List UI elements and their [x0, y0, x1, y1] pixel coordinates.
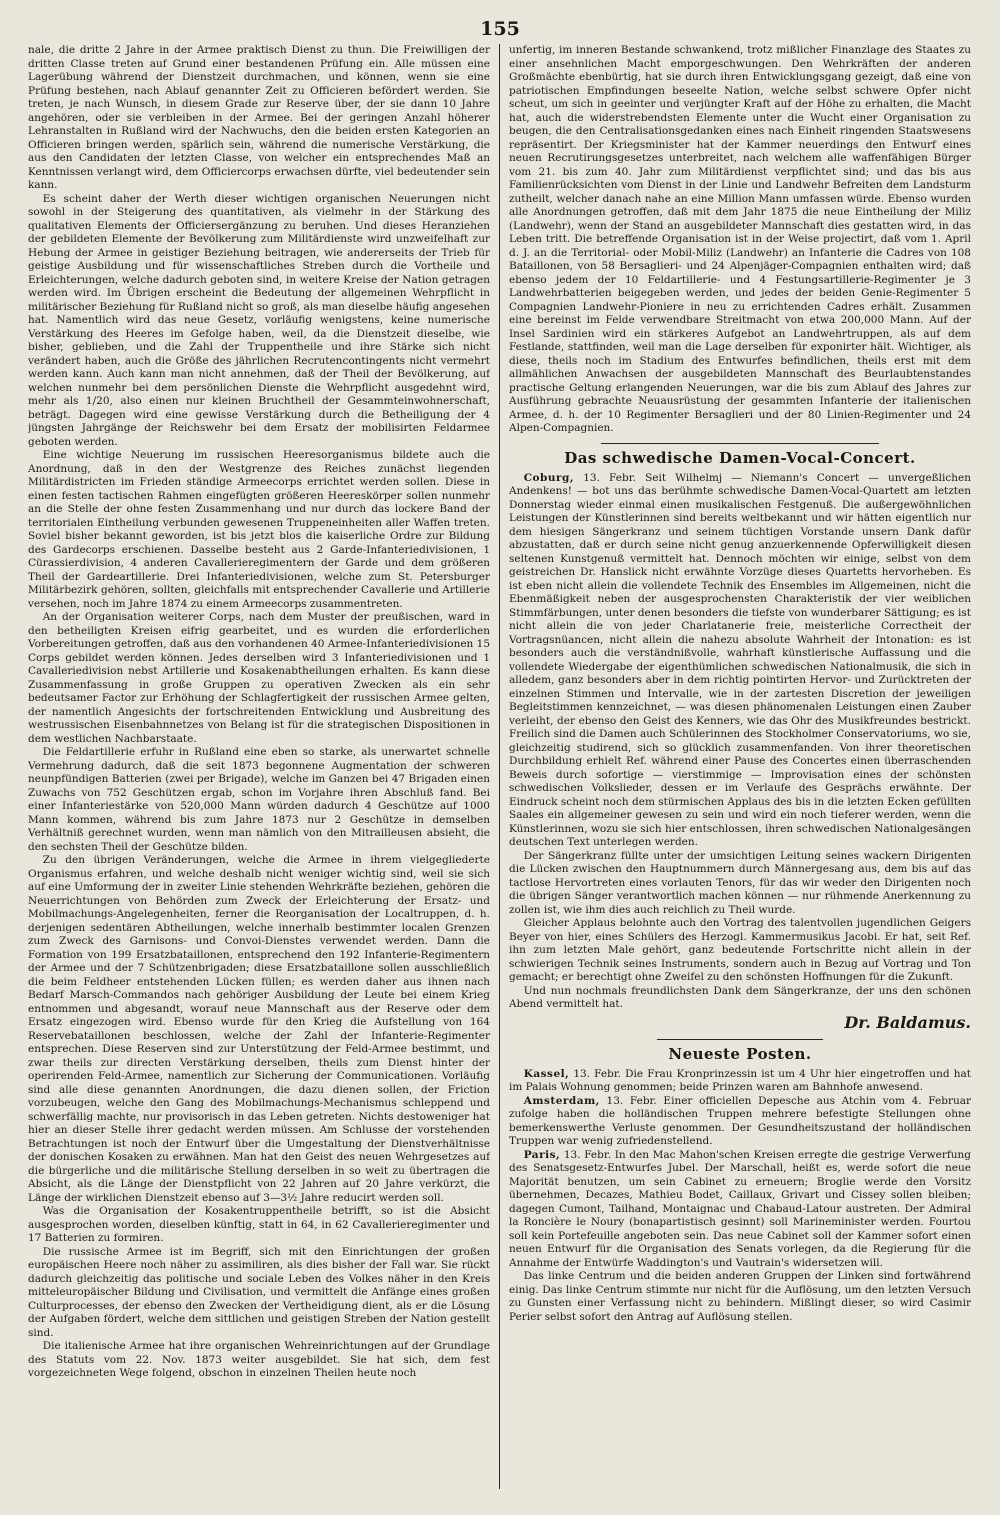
military-article-paragraph: Zu den übrigen Veränderungen, welche die Armee in ihrem vielgegliederte Organismus erfahren, und welche deshalb nicht weniger wichtig sind, weil sie sich auf eine Umformung der in zweiter Linie stehenden Wehrkräfte beziehen, gehören die Neuerrichtungen von Behörden zum Zweck der Erleichterung der Ersatz- und Mobilmachungs-Angelegenheiten, ferner die Reorganisation der Localtruppen, d. h. derjenigen sedentären Abtheilungen, welche innerhalb bestimmter localen Grenzen zum Zweck des Garnisons- und Convoi-Dienstes verwendet werden. Dann die Formation von 199 Ersatzbataillonen, entsprechend den 192 Infanterie-Regimentern der Armee und der 7 Schützenbrigaden; diese Ersatzbataillone sollen ausschließlich die beim Feldheer entstehenden Lücken füllen; es werden daher aus ihnen nach Bedarf Marsch-Commandos nach gehöriger Ausbildung der Leute bei einem Krieg entnommen und abgesandt, worauf neue Mannschaft aus der Reserve oder dem Ersatz eingezogen wird. Ebenso wurde für den Krieg die Aufstellung von 164 Reservebataillonen beschlossen, welche der Zahl der Infanterie-Regimenter entsprechen. Diese Reserven sind zur Unterstützung der Feld-Armee bestimmt, und zwar theils zur directen Verstärkung derselben, theils zum Dienst hinter der operirenden Feld-Armee, namentlich zur Sicherung der Communicationen. Vorläufig sind alle diese genannten Anordnungen, die dazu dienen sollen, der Friction vorzubeugen, welche den Gang des Mobilmachungs-Mechanismus schleppend und schwerfällig machte, nur provisorisch in das Leben getreten. Nichts destoweniger hat hier an dieser Stelle ihrer gedacht werden müssen. Am Schlusse der vorstehenden Betrachtungen ist noch der Entwurf über die Umgestaltung der Dienstverhältnisse der donischen Kosaken zu erwähnen. Man hat den Geist des neuen Wehrgesetzes auf die bürgerliche und die militärische Stellung derselben in so weit zu übertragen die Absicht, als die Länge der Dienstpflicht von 22 Jahren auf 20 Jahre verkürzt, die Länge der wirklichen Dienstzeit ebenso auf 3—3½ Jahre reducirt werden soll. — [28, 854, 490, 1204]
news-text: 13. Febr. Die Frau Kronprinzessin ist um 4 Uhr hier eingetroffen und hat im Palais Wohnung genommen; beide Prinzen waren am Bahnhofe anwesend. — [509, 1067, 971, 1093]
news-place: Amsterdam, — [523, 1094, 600, 1107]
concert-heading: Das schwedische Damen-Vocal-Concert. — [564, 448, 916, 467]
page-number: 155 — [480, 18, 520, 40]
news-text: 13. Febr. In den Mac Mahon'schen Kreisen erregte die gestrige Verwerfung des Senatsgesetz-Entwurfes Jubel. Der Marschall, heißt es, werde sofort die neue Majorität benutzen, um sein Cabinet zu erneuern; Broglie werde den Vorsitz übernehmen, Decazes, Mathieu Bodet, Caillaux, Grivart und Cissey sollen bleiben; dagegen Cumont, Tailhand, Montaignac und Chabaud-Latour austreten. Der Admiral la Roncière le Noury (bonapartistisch gesinnt) soll Marineminister werden. Fourtou soll kein Portefeuille angeboten sein. Das neue Cabinet soll der Kammer sofort einen neuen Entwurf für die Organisation des Senats vorlegen, da die Regierung für die Annahme der Entwürfe Waddington's und Vautrain's widersetzen will. — [509, 1148, 971, 1269]
section-divider — [657, 1039, 823, 1040]
column-divider — [499, 44, 500, 1489]
concert-signature: Dr. Baldamus. — [844, 1012, 971, 1032]
news-place: Paris, — [523, 1148, 561, 1161]
concert-text: Seit Wilhelmj — Niemann's Concert — unvergeßlichen Andenkens! — bot uns das berühmte schwedische Damen-Vocal-Quartett am letzten Donnerstag wieder einmal einen musikalischen Festgenuß. Die außergewöhnlichen Leistungen der Künstlerinnen sind bereits weltbekannt und wir hätten eigentlich nur dem hiesigen Sängerkranz und seinem tüchtigen Vorstande unsern Dank dafür abzustatten, daß er durch seine nicht genug anzuerkennende Opferwilligkeit diesen seltenen Kunstgenuß vermittelt hat. Dennoch möchten wir einige, selbst von dem geistreichen Dr. Hanslick nicht erwähnte Vorzüge dieses Quartetts hervorheben. Es ist eben nicht allein die vollendete Technik des Ensembles im Allgemeinen, nicht die Ebenmäßigkeit neben der ausgesprochensten Charakteristik der vier weiblichen Stimmfärbungen, unter denen besonders die tiefste von wunderbarer Sättigung; es ist nicht allein die von jeder Charlatanerie freie, meisterliche Correctheit der Vortragsnüancen, nicht allein die nahezu absolute Wahrheit der Intonation: es ist besonders auch die verständnißvolle, wahrhaft künstlerische Auffassung und die vollendete Wiedergabe der eigenthümlichen schwedischen Nationalmusik, die sich in alledem, ganz besonders aber in dem richtig pointirten Hervor- und Zurücktreten der einzelnen Stimmen und Intervalle, wie in der zartesten Discretion der jeweiligen Begleitstimmen kennzeichnet, — was diesen phänomenalen Leistungen einen Zauber verleiht, der ebenso den Geist des Kenners, wie das Ohr des Musikfreundes bestrickt. Freilich sind die Damen auch Schülerinnen des Stockholmer Conservatoriums, wo sie, gleichzeitig studirend, sich so glücklich zusammenfanden. Von ihrer theoretischen Durchbildung erhielt Ref. während einer Pause des Concertes einen überraschenden Beweis durch sofortige — vierstimmige — Improvisation eines der schönsten schwedischen Volkslieder, dessen er im Verlaufe des Gesprächs erwähnte. Der Eindruck scheint noch dem stürmischen Applaus des bis in die letzten Ecken gefüllten Saales ein allgemeiner gewesen zu sein und wird ein noch tieferer werden, wenn die Künstlerinnen, wozu sie sich hier entschlossen, ihren schwedischen Nationalgesängen deutschen Text unterlegen werden. — [509, 471, 971, 848]
news-item-amsterdam — [509, 1095, 971, 1149]
military-article-paragraph: Die Feldartillerie erfuhr in Rußland eine eben so starke, als unerwartet schnelle Vermehrung dadurch, daß die seit 1873 begonnene Augmentation der schweren neunpfündigen Batterien (zwei per Brigade), welche im Ganzen bei 47 Brigaden einen Zuwachs von 752 Geschützen ergab, schon im Vorjahre ihren Abschluß fand. Bei einer Infanteriestärke von 520,000 Mann würden dadurch 4 Geschütze auf 1000 Mann kommen, während bis zum Jahre 1873 nur 2 Geschütze in demselben Verhältniß gerechnet wurden, wenn man nämlich von den Mitrailleusen absieht, die den sechsten Theil der Geschütze bilden. — [28, 746, 490, 853]
concert-dateline: Coburg, — [523, 471, 575, 484]
military-article-paragraph: nale, die dritte 2 Jahre in der Armee praktisch Dienst zu thun. Die Freiwilligen der dritten Classe treten auf Grund einer bestandenen Prüfung ein. Alle müssen eine Lagerübung während der Dienstzeit durchmachen, und können, wenn sie eine Prüfung bestehen, nach Ablauf genannter Zeit zu Officieren befördert werden. Sie treten, je nach Wunsch, in diesem Grade zur Reserve über, der sie dann 10 Jahre angehören, oder sie verbleiben in der Armee. Bei der geringen Anzahl höherer Lehranstalten in Rußland wird der Nachwuchs, den die beiden ersten Kategorien an Officieren bringen werden, spärlich sein, während die numerische Verstärkung, die aus den Candidaten der letzten Classe, von welcher ein entsprechendes Maß an Kenntnissen verlangt wird, dem Officiercorps erwachsen dürfte, viel bedeutender sein kann. — [28, 44, 490, 191]
news-text: 13. Febr. Einer officiellen Depesche aus Atchin vom 4. Februar zufolge haben die holländischen Truppen mehrere befestigte Stellungen ohne bemerkenswerthe Verluste genommen. Der Gesundheitszustand der holländischen Truppen war wenig zufriedenstellend. — [509, 1094, 971, 1147]
section-divider — [601, 443, 878, 444]
military-article-paragraph: Eine wichtige Neuerung im russischen Heeresorganismus bildete auch die Anordnung, daß in den der Westgrenze des Reiches zunächst liegenden Militärdistricten im Frieden ständige Armeecorps errichtet werden sollen. Diese in einen festen tactischen Rahmen eingefügten größeren Heereskörper sollen nunmehr an die Stelle der ohne festen Zusammenhang und nur durch das lockere Band der territorialen Eintheilung verbunden gewesenen Truppeneinheiten aller Waffen treten. Soviel bisher bekannt geworden, ist bis jetzt blos die kaiserliche Ordre zur Bildung des Gardecorps erschienen. Dasselbe besteht aus 2 Garde-Infanteriedivisionen, 1 Cürassierdivision, 4 anderen Cavallerieregimentern der Garde und dem größeren Theil der Gardeartillerie. Drei Infanteriedivisionen, welche zum St. Petersburger Militärbezirk gehören, sollten, gleichfalls mit entsprechender Cavallerie und Artillerie versehen, noch im Jahre 1874 zu einem Armeecorps zusammentreten. — [28, 449, 490, 610]
right-column — [509, 44, 971, 1489]
concert-paragraph: Der Sängerkranz füllte unter der umsichtigen Leitung seines wackern Dirigenten die Lücken zwischen den Hauptnummern durch Männergesang aus, dem bis auf das tactlose Hervortreten eines vorlauten Tenors, für das wir weder den Dirigenten noch die übrigen Sänger verantwortlich machen können — nur rühmende Anerkennung zu zollen ist, wie ihm dies auch reichlich zu Theil wurde. — [509, 849, 971, 916]
military-article-paragraph: An der Organisation weiterer Corps, nach dem Muster der preußischen, ward in den betheiligten Kreisen eifrig gearbeitet, und es wurden die erforderlichen Vorbereitungen getroffen, daß aus den vorhandenen 40 Armee-Infanteriedivisionen 15 Corps gebildet werden können. Jedes derselben wird 3 Infanteriedivisionen und 1 Cavalleriedivision nebst Artillerie und Kosakenabtheilungen erhalten. Es kann diese Zusammenfassung in große Gruppen zu operativen Zwecken als ein sehr bedeutsamer Factor zur Erhöhung der Schlagfertigkeit der russischen Armee gelten, der namentlich Angesichts der fortschreitenden Entwicklung und Ausbreitung des westrussischen Eisenbahnnetzes von Belang ist für die strategischen Dispositionen in dem westlichen Nachbarstaate. — [28, 611, 490, 745]
military-article-paragraph: unfertig, im inneren Bestande schwankend, trotz mißlicher Finanzlage des Staates zu einer ansehnlichen Macht emporgeschwungen. Den Wehrkräften der anderen Großmächte ebenbürtig, hat sie durch ihren Entwicklungsgang gezeigt, daß eine von patriotischen Empfindungen beseelte Nation, welche selbst schwere Opfer nicht scheut, um sich in geeinter und verjüngter Kraft auf der Höhe zu erhalten, die Macht hat, auch die widerstrebendsten Elemente unter die Wucht einer Organisation zu beugen, die den Centralisationsgedanken eines nach Einheit ringenden Staatswesens repräsentirt. Der Kriegsminister hat der Kammer neuerdings den Entwurf eines neuen Recrutirungsgesetzes unterbreitet, nach welchem alle waffenfähigen Bürger vom 21. bis zum 40. Jahr zum Militärdienst verpflichtet sind; und das bis aus Familienrücksichten vom Dienst in der Linie und Landwehr Befreiten dem Landsturm zutheilt, welcher danach nahe an eine Million Mann umfassen würde. Ebenso wurden alle Anordnungen getroffen, daß mit dem Jahr 1875 die neue Eintheilung der Miliz (Landwehr), wenn der Stand an ausgebildeter Mannschaft dies gestatten wird, in das Leben tritt. Die betreffende Organisation ist in der Weise projectirt, daß vom 1. April d. J. an die Territorial- oder Mobil-Miliz (Landwehr) an Infanterie die Cadres von 108 Bataillonen, von 58 Bersaglieri- und 24 Alpenjäger-Compagnien enthalten wird; daß ebenso jedem der 10 Feldartillerie- und 4 Festungsartillerie-Regimenter je 3 Landwehrbatterien beigegeben werden, und jedes der beiden Genie-Regimenter 5 Compagnien Landwehr-Pioniere in neu zu errichtenden Cadres erhält. Zusammen eine bereinst im Felde verwendbare Streitmacht von etwa 200,000 Mann. Auf der Insel Sardinien wird ein stärkeres Aufgebot an Landwehrtruppen, als auf dem Festlande, stattfinden, weil man die Lage derselben für exponirter hält. Wichtiger, als diese, theils noch im Stadium des Entwurfes befindlichen, theils erst mit dem allmählichen Anwachsen der ausgebildeten Mannschaft des Beurlaubtenstandes practische Geltung erlangenden Neuerungen, war die bis zum Ablauf des Jahres zur Ausführung gebrachte Neuausrüstung der gesammten Infanterie der italienischen Armee, d. h. der 10 Regimenter Bersaglieri und der 80 Linien-Regimenter und 24 Alpen-Compagnien. — [509, 44, 971, 434]
concert-paragraph: Und nun nochmals freundlichsten Dank dem Sängerkranze, der uns den schönen Abend vermittelt hat. — [509, 984, 971, 1010]
left-column — [28, 44, 490, 1489]
news-item-paris-continued: Das linke Centrum und die beiden anderen Gruppen der Linken sind fortwährend einig. Das linke Centrum stimmte nur nicht für die Auflösung, um den letzten Versuch zu Gunsten einer Verfassung nicht zu behindern. Mißlingt dieser, so wird Casimir Perier selbst sofort den Antrag auf Auflösung stellen. — [509, 1270, 971, 1323]
military-article-paragraph: Was die Organisation der Kosakentruppentheile betrifft, so ist die Absicht ausgesprochen worden, dieselben künftig, statt in 64, in 62 Cavallerieregimenter und 17 Batterien zu formiren. — [28, 1205, 490, 1244]
concert-paragraph — [509, 472, 971, 850]
news-item-paris — [509, 1149, 971, 1271]
article-columns — [28, 44, 972, 1489]
military-article-paragraph: Die italienische Armee hat ihre organischen Wehreinrichtungen auf der Grundlage des Statuts vom 22. Nov. 1873 weiter ausgebildet. Sie hat sich, dem fest vorgezeichneten Wege folgend, obschon in einzelnen Theilen heute noch — [28, 1340, 490, 1379]
news-item-kassel — [509, 1068, 971, 1095]
military-article-paragraph: Es scheint daher der Werth dieser wichtigen organischen Neuerungen nicht sowohl in der Steigerung des quantitativen, als vielmehr in der Stärkung des qualitativen Elements der Officiersergänzung zu beruhen. Und dieses Heranziehen der gebildeten Elemente der Bevölkerung zum Militärdienste wird unzweifelhaft zur Hebung der Armee in geistiger Beziehung beitragen, wie andererseits der Trieb für geistige Ausbildung und für wissenschaftliches Streben durch die Vortheile und Erleichterungen, welche dadurch geboten sind, in weitere Kreise der Nation getragen werden wird. Im Übrigen erscheint die Bedeutung der allgemeinen Wehrpflicht in militärischer Beziehung für Rußland nicht so groß, als man dieselbe häufig angesehen hat. Namentlich wird das neue Gesetz, vorläufig wenigstens, keine numerische Verstärkung des Heeres im Gefolge haben, weil, da die Dienstzeit dieselbe, wie bisher, geblieben, und die Zahl der Truppentheile und ihre Stärke sich nicht verändert haben, auch die Größe des jährlichen Recrutencontingents nicht vermehrt werden kann. Auch kann man nicht annehmen, daß der Theil der Bevölkerung, auf welchen nunmehr bei dem persönlichen Dienste die Wehrpflicht ausgedehnt wird, mehr als 1/20, also einen nur kleinen Bruchtheil der Gesammteinwohnerschaft, beträgt. Dagegen wird eine gewisse Verstärkung durch die Betheiligung der 4 jüngsten Jahrgänge der Reichswehr bei dem Ersatz der mobilisirten Feldarmee geboten werden. — [28, 192, 490, 448]
military-article-paragraph: Die russische Armee ist im Begriff, sich mit den Einrichtungen der großen europäischen Heere noch näher zu assimiliren, als dies bisher der Fall war. Sie rückt dadurch gleichzeitig das politische und sociale Leben des Volkes näher in den Kreis mitteleuropäischer Bildung und Civilisation, und vermittelt die Anfänge eines großen Culturprocesses, der ebenso den Zwecken der Vertheidigung dient, als er die Lösung der Aufgaben fördert, welche dem sittlichen und geistigen Streben der Nation gestellt sind. — [28, 1245, 490, 1339]
news-heading: Neueste Posten. — [668, 1044, 812, 1063]
concert-paragraph: Gleicher Applaus belohnte auch den Vortrag des talentvollen jugendlichen Geigers Beyer von hier, eines Schülers des Herzogl. Kammermusikus Jacobi. Er hat, seit Ref. ihn zum letzten Male gehört, ganz bedeutende Fortschritte nicht allein in der schwierigen Technik seines Instruments, sondern auch in Bezug auf Vortrag und Ton gemacht; er berechtigt ohne Zweifel zu den schönsten Hoffnungen für die Zukunft. — [509, 917, 971, 983]
concert-date: 13. Febr. — [583, 471, 636, 484]
news-place: Kassel, — [523, 1067, 570, 1080]
